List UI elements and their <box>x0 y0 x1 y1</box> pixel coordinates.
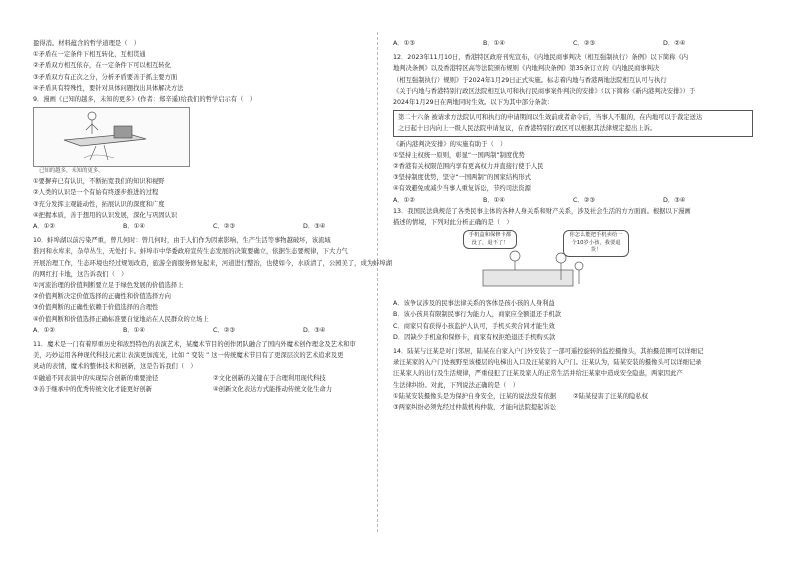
q13-option-b[interactable]: B．该小孩具有限制民事行为能力人，商家应全额退还手机款 <box>393 311 562 319</box>
q10-stem-3: 开展治理工作，生态环境也经过规划改造，旅游全面服务修复起来，河道进行整治，也使如今，水质清了，公园美了，成为蚌埠湖 <box>33 259 392 267</box>
q9-option-4: ④把握本质，善于想用的认识发展，深化与巩固认识 <box>33 211 178 219</box>
q14-stem-4: 生法律纠纷。对此，下列说法正确的是（ ） <box>393 381 519 389</box>
q12-sub: 《新内港判决安排》的实施有助于（ ） <box>393 140 507 148</box>
q10-option-2: ②价值判断决定价值选择的正确性和价值选择方向 <box>33 293 171 301</box>
q9-option-3: ③充分发挥主观能动性，拓展认识的深度和广度 <box>33 200 165 208</box>
q12-stem-2: 地判决条例》以及香港特区高等法院颁布规则《内地判决条例》第35条订立的《内地民商事判决 <box>393 65 660 73</box>
q13-stem-2: 描述的情境，下列对此分析正确的是（ ） <box>393 219 513 227</box>
q13-comic <box>463 230 633 296</box>
q13-option-a[interactable]: A．该争议涉及的民事法律关系的客体是孩小孩的人身利益 <box>393 300 555 308</box>
q14-stem-3: 汪某家人的出行及生活规律，严重侵犯了汪某及家人的正常生活并给汪某家中造成安全隐患，两家因此产 <box>393 370 683 378</box>
q11-stem-3: 灵动的表情，魔术的整体技术和创新，这是告诉我们（ ） <box>33 363 197 371</box>
left-column <box>33 38 393 395</box>
q12-option-3: ③坚持制度优势，坚守“一国两制”的国家结构形式 <box>393 174 532 182</box>
q12-stem-3: （相互强制执行）规则》于2024年1月29日正式实施。标志着内地与香港两地法院相互认可与执行 <box>393 76 667 84</box>
q9-choice-a[interactable]: A．①② <box>33 223 55 231</box>
q10-stem-2: 淮河和水库来，杂草丛生，无处打卡。蚌埠市中华委政府宣传生态发展的决策要确立，依据生态要规律，下大力气 <box>33 248 348 256</box>
q12-law-excerpt <box>393 110 753 136</box>
q13-option-d[interactable]: D．因缺少手机盒和保修卡，商家有权拒绝退还手机购买款 <box>393 333 556 341</box>
q12-choice-a[interactable]: A．①② <box>393 196 415 204</box>
q10-choice-d[interactable]: D．③④ <box>303 326 326 334</box>
q13-option-c[interactable]: C．商家只有获得小孩监护人认可，手机买卖合同才能生效 <box>393 322 555 330</box>
q11-choice-b[interactable]: B．①④ <box>483 40 505 47</box>
q10-option-1: ①河流治理的价值判断要立足于绿色发展的价值选择上 <box>33 282 184 290</box>
q14-stem-2: 录汪某家的入户门处视野至该楼层的电梯出入口及汪某家的入户门。汪某认为，陆某安装的摄像头可以详细记录 <box>393 359 702 367</box>
q10-option-3: ③价值判断的正确性依赖于价值选择的合理性 <box>33 304 159 312</box>
q11-options-row-2 <box>33 384 393 395</box>
q10-stem-1: 10．蚌埠湖以前污染严重，曾几何时：曾几何时，由于人们作为因素影响，生产生活等事物越破坏，该流域 <box>33 237 331 245</box>
q9-choice-c[interactable]: C．②③ <box>213 223 235 231</box>
q12-choice-c[interactable]: C．②③ <box>573 196 595 204</box>
q10-choice-a[interactable]: A．①② <box>33 326 55 334</box>
q12-stem-4: 《关于内地与香港特别行政区法院相互认可和执行民商事案件判决的安排》（以下简称《新内港判决安排》）于 <box>393 87 696 95</box>
q11-stem-1: 11．魔术是一门有着厚重历史和浓烈特色的表演艺术，某魔术节目的创作团队融合了国内外魔术创作理念及艺术和审 <box>33 341 356 349</box>
q13-stem-1: 13．我国民法典规范了各类民事主体的各种人身关系和财产关系，涉及社会生活的方方面面。根据以下漫画 <box>393 207 691 215</box>
q11-choices <box>393 38 753 49</box>
q12-option-1: ①坚持主权统一原则，彰显“一国两制”制度优势 <box>393 151 525 159</box>
q9-caption: 已知的越多，未知的更多。 <box>39 168 104 175</box>
q14-option-3: ③两家纠纷必须先经过仲裁机构仲裁，才能向法院提起诉讼 <box>393 404 557 412</box>
q11-option-3: ③善于继承中的优秀传统文化才能更好创新 <box>33 385 152 393</box>
q14-option-2: ②陆某侵害了汪某的隐私权 <box>573 392 648 400</box>
q10-choice-b[interactable]: B．①④ <box>123 326 145 334</box>
q12-stem-1: 12．2023年11月10日，香港特区政府刊宪宣布，《内地民商事判决（相互强制执行）条例》以下简称《内 <box>393 54 689 62</box>
q10-choices <box>33 325 393 336</box>
q12-choice-b[interactable]: B．①④ <box>483 196 505 204</box>
q14-options-row-2 <box>393 402 753 413</box>
q12-option-4: ④有效避免或减少当事人重复诉讼，节约司法资源 <box>393 185 531 193</box>
q11-choice-a[interactable]: A．①③ <box>393 40 415 47</box>
q9-stem: 9．漫画《已知的越多，未知的更多》(作者：郑辛遥)给我们的哲学启示有（ ） <box>33 96 257 104</box>
q12-choices <box>393 195 753 206</box>
q11-choice-c[interactable]: C．②③ <box>573 40 595 47</box>
q12-excerpt-2: 之日起十日内向上一级人民法院申请复议，在香港特别行政区可以根据其法律规定提出上诉。 <box>398 125 657 133</box>
q8-option-3: ③矛盾双方有正次之分，分析矛盾要善于抓主要方面 <box>33 73 178 81</box>
q11-option-1: ①融通不同表演中的实现综合创新的重要途径 <box>33 374 159 382</box>
cartoon-drawing-icon <box>34 108 189 166</box>
q9-choices <box>33 221 393 232</box>
q9-option-2: ②人类的认识是一个有始有终逐步推进的过程 <box>33 189 159 197</box>
q11-option-4: ④创新文化表达方式能推动传统文化生命力 <box>213 385 332 393</box>
q13-bubble-seller: 手机盒和保修卡都没了，退不了！ <box>463 230 517 249</box>
q10-option-4: ④价值判断和价值选择正确标准要自觉地站在人民群众的立场上 <box>33 315 209 323</box>
q9-option-1: ①要摒弃已有认识，不断拓宽我们的知识和视野 <box>33 178 165 186</box>
q14-option-1: ①陆某安装摄像头是为保护自身安全，汪某的说法没有依据 <box>393 392 557 400</box>
q12-stem-5: 2024年1月29日在两地同时生效。以下为其中部分条款： <box>393 99 554 107</box>
q14-options-row-1 <box>393 391 753 402</box>
q8-option-1: ①矛盾在一定条件下相互转化，互相贯通 <box>33 51 146 59</box>
q11-stem-2: 美，巧妙运用各种现代科技元素让表演更加流光，比如 “ 变装 ” 这一传统魔术节目有了更深层次的艺术追求及更 <box>33 352 344 360</box>
q12-excerpt-1: 第二十六条 被请求方法院认可和执行的申请期间以生效前或者命令后，当事人不服的，在内地可以于裁定送达 <box>398 114 703 122</box>
q8-option-4: ④矛盾具有特殊性，要针对具体问题找出具体解决方法 <box>33 84 184 92</box>
q13-bubble-parent: 你怎么能把手机卖给一个10岁小孩，我要退货！ <box>563 230 629 257</box>
q11-options-row-1 <box>33 373 393 384</box>
q12-option-2: ②香港有关权限范围内享有更高权力并直接行使于人民 <box>393 163 544 171</box>
q11-option-2: ②文化创新的关键在于合理利用现代科技 <box>213 374 326 382</box>
q9-choice-d[interactable]: D．③④ <box>303 223 326 231</box>
q10-choice-c[interactable]: C．②③ <box>213 326 235 334</box>
q10-stem-4: 的网红打卡地，这告诉我们（ ） <box>33 270 128 278</box>
right-column <box>393 38 753 413</box>
q12-choice-d[interactable]: D．③④ <box>663 196 686 204</box>
q9-choice-b[interactable]: B．①④ <box>123 223 145 231</box>
q9-cartoon <box>33 107 190 167</box>
q11-choice-d[interactable]: D．②④ <box>663 40 686 47</box>
q8-tail: 盈得消。材料蕴含的哲学道理是（ ） <box>33 40 141 47</box>
q8-option-2: ②矛盾双方相互依存，在一定条件下可以相互转化 <box>33 62 171 70</box>
q14-stem-1: 14．陆某与汪某是对门邻居，陆某在自家入户门外安装了一部可遥控旋转的监控摄像头，其拍摄范围可以详细记 <box>393 348 704 356</box>
